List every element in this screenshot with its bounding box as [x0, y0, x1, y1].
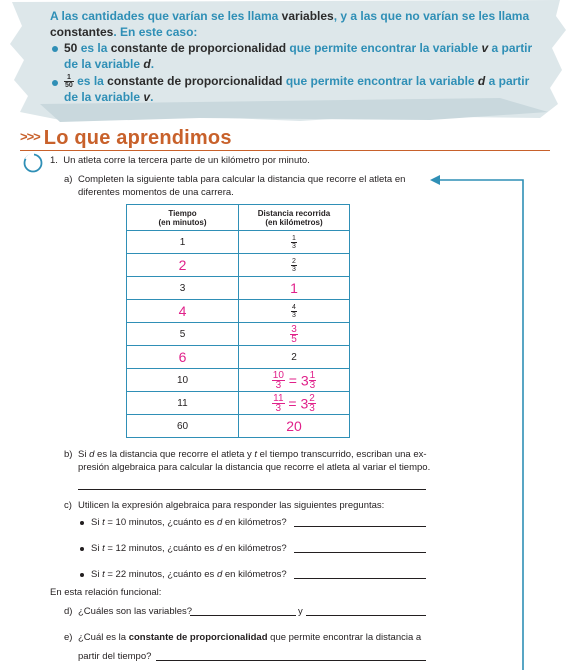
cell-distance-answer[interactable]: $\frac{10}{3}$ = 3 $\frac{1}{3}$ [239, 369, 350, 392]
connector-arrow [428, 172, 528, 670]
fraction-1-50: $\frac{1}{50}$ [65, 74, 73, 90]
answer-line-d2[interactable] [306, 615, 426, 616]
table-header-row [127, 205, 350, 231]
cell-time: 11 [127, 392, 239, 415]
table-row [127, 392, 350, 415]
cell-time: 5 [127, 323, 239, 346]
section-title: >>> Lo que aprendimos [20, 127, 232, 149]
relation-text: En esta relación funcional: [50, 587, 162, 598]
intro-bullet-2: $\frac{1}{50}$ es la constante de proporcionalidad que permite encontrar la variable d a partir de la variable v. [64, 74, 530, 105]
section-rule [20, 150, 550, 151]
cell-distance: $\frac{1}{3}$ [239, 231, 350, 254]
activity-circle-icon [22, 152, 44, 174]
distance-table [126, 204, 350, 438]
answer-line-c1[interactable] [294, 526, 426, 527]
cell-distance-answer[interactable]: 20 [239, 415, 350, 438]
header-distance: Distancia recorrida (en kilómetros) [239, 205, 350, 231]
question-c-item-2: Si t = 12 minutos, ¿cuánto es d en kilómetros? [91, 543, 287, 554]
question-e-text: ¿Cuál es la constante de proporcionalidad que permite encontrar la distancia a partir del tiempo? [78, 632, 422, 662]
intro-bullet-1: 50 es la constante de proporcionalidad que permite encontrar la variable v a partir de la variable d. [64, 41, 533, 71]
question-c-text: Utilicen la expresión algebraica para responder las siguientes preguntas: [78, 500, 385, 511]
table-row [127, 231, 350, 254]
table-row [127, 323, 350, 346]
question-c-item-3: Si t = 22 minutos, ¿cuánto es d en kilómetros? [91, 569, 287, 580]
answer-line-c2[interactable] [294, 552, 426, 553]
bullet-dot [80, 573, 84, 577]
table-row [127, 254, 350, 277]
intro-line-2: constantes. En este caso: [50, 25, 198, 39]
question-d-y: y [298, 606, 303, 617]
cell-distance: $\frac{2}{3}$ [239, 254, 350, 277]
answer-line-e[interactable] [156, 660, 426, 661]
question-1: 1. Un atleta corre la tercera parte de un kilómetro por minuto. [50, 155, 310, 166]
question-b-label: b) [64, 449, 73, 460]
table-row [127, 300, 350, 323]
question-d-text: ¿Cuáles son las variables? [78, 606, 193, 617]
cell-distance-answer[interactable]: $\frac{3}{5}$ [239, 323, 350, 346]
table-row [127, 369, 350, 392]
cell-time-answer[interactable]: 6 [127, 346, 239, 369]
header-time: Tiempo (en minutos) [127, 205, 239, 231]
cell-time: 60 [127, 415, 239, 438]
bullet-2 [52, 80, 58, 86]
bullet-dot [80, 521, 84, 525]
question-c-item-1: Si t = 10 minutos, ¿cuánto es d en kilómetros? [91, 517, 287, 528]
bullet-1 [52, 46, 58, 52]
table-row [127, 415, 350, 438]
bullet-dot [80, 547, 84, 551]
cell-time: 3 [127, 277, 239, 300]
cell-time-answer[interactable]: 4 [127, 300, 239, 323]
question-d-label: d) [64, 606, 73, 617]
cell-time: 1 [127, 231, 239, 254]
cell-distance-answer[interactable]: 1 [239, 277, 350, 300]
cell-distance-answer[interactable]: $\frac{11}{3}$ = 3 $\frac{2}{3}$ [239, 392, 350, 415]
question-1a-label: a) [64, 174, 73, 185]
question-b-text: Si d es la distancia que recorre el atleta y t el tiempo transcurrido, escriban una ex- presión algebraica para calcular la distancia que recorre el atleta al variar el tiempo. [78, 449, 431, 473]
question-e-label: e) [64, 632, 73, 643]
intro-line-1: A las cantidades que varían se les llama variables, y a las que no varían se les llama [50, 9, 530, 23]
table-row [127, 277, 350, 300]
question-1a-text: Completen la siguiente tabla para calcular la distancia que recorre el atleta en diferentes momentos de una carrera. [78, 174, 406, 198]
answer-line-d1[interactable] [190, 615, 296, 616]
cell-time-answer[interactable]: 2 [127, 254, 239, 277]
cell-distance: $\frac{4}{3}$ [239, 300, 350, 323]
question-c-label: c) [64, 500, 72, 511]
answer-line-b[interactable] [78, 489, 426, 490]
cell-distance: 2 [239, 346, 350, 369]
table-row [127, 346, 350, 369]
cell-time: 10 [127, 369, 239, 392]
answer-line-c3[interactable] [294, 578, 426, 579]
